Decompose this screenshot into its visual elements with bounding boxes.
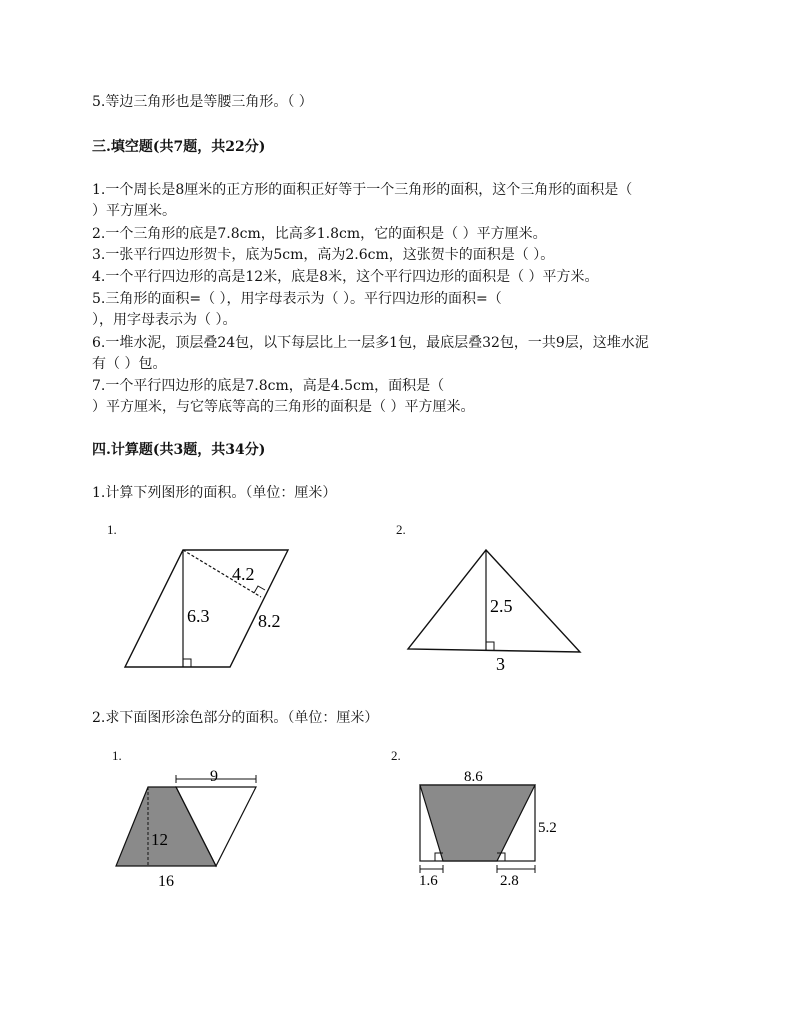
fill-blank-line: 有（ ）包。 <box>92 356 167 372</box>
figure-b2-label: 2. <box>391 748 401 763</box>
figure-a1-label-4-2: 4.2 <box>232 564 255 584</box>
fill-blank-line: ），用字母表示为（ ）。 <box>92 312 237 328</box>
section-3-heading: 三.填空题(共7题，共22分) <box>92 139 266 155</box>
figure-a2-label-2-5: 2.5 <box>490 596 513 616</box>
figure-b1-label: 1. <box>112 748 122 763</box>
calc-question-1: 1.计算下列图形的面积。（单位：厘米） <box>92 485 337 501</box>
fill-blank-line: 4.一个平行四边形的高是12米，底是8米，这个平行四边形的面积是（ ）平方米。 <box>92 269 599 285</box>
figure-b1-label-16: 16 <box>158 873 174 890</box>
fill-blank-line: ）平方厘米，与它等底等高的三角形的面积是（ ）平方厘米。 <box>92 399 475 415</box>
figure-b2-label-1-6: 1.6 <box>419 873 438 889</box>
figure-a2-label: 2. <box>396 522 406 537</box>
figure-b2-label-2-8: 2.8 <box>500 873 519 889</box>
figure-a2-label-3: 3 <box>496 654 505 674</box>
fill-blank-line: 3.一张平行四边形贺卡，底为5cm，高为2.6cm，这张贺卡的面积是（ ）。 <box>92 247 555 263</box>
section-4-heading: 四.计算题(共3题，共34分) <box>92 442 266 458</box>
calc-question-2: 2.求下面图形涂色部分的面积。（单位：厘米） <box>92 710 379 726</box>
fill-blank-line: 1.一个周长是8厘米的正方形的面积正好等于一个三角形的面积，这个三角形的面积是（ <box>92 182 633 198</box>
fill-blank-line: 5.三角形的面积=（ ），用字母表示为（ ）。平行四边形的面积=（ <box>92 291 502 307</box>
figure-a1-parallelogram <box>120 540 310 680</box>
fill-blank-line: ）平方厘米。 <box>92 203 176 219</box>
figure-a1-label-8-2: 8.2 <box>258 611 281 631</box>
figure-b1-label-9: 9 <box>210 768 218 785</box>
figure-a2-triangle <box>400 540 590 675</box>
figure-b2-shaded-trapezoid <box>410 765 580 890</box>
fill-blank-line: 6.一堆水泥，顶层叠24包，以下每层比上一层多1包，最底层叠32包，一共9层，这堆水泥 <box>92 335 649 351</box>
figure-b2-label-8-6: 8.6 <box>464 769 483 785</box>
figure-a1-label: 1. <box>107 522 117 537</box>
fill-blank-line: 2.一个三角形的底是7.8cm，比高多1.8cm，它的面积是（ ）平方厘米。 <box>92 226 547 242</box>
question-5-line: 5.等边三角形也是等腰三角形。（ ） <box>92 94 313 110</box>
figure-b2-label-5-2: 5.2 <box>538 820 557 836</box>
fill-blank-line: 7.一个平行四边形的底是7.8cm，高是4.5cm，面积是（ <box>92 378 445 394</box>
figure-a1-label-6-3: 6.3 <box>187 606 210 626</box>
figure-b1-label-12: 12 <box>151 830 168 849</box>
figure-b1-shaded-parallelogram <box>110 765 270 895</box>
